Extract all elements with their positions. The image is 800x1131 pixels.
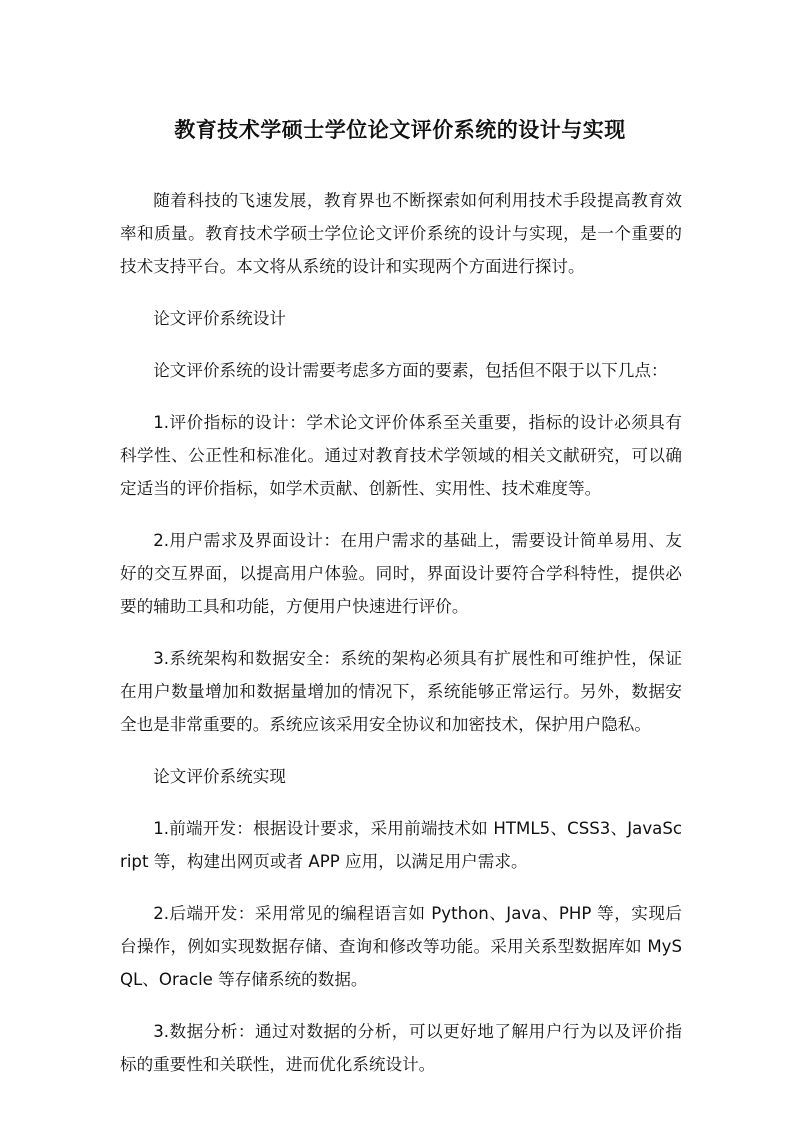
document-body <box>120 184 682 1100</box>
design-point-3: 3.系统架构和数据安全：系统的架构必须具有扩展性和可维护性，保证在用户数量增加和数据量增加的情况下，系统能够正常运行。另外，数据安全也是非常重要的。系统应该采用安全协议和加密技术，保护用户隐私。 <box>120 649 682 734</box>
intro-paragraph: 随着科技的飞速发展，教育界也不断探索如何利用技术手段提高教育效率和质量。教育技术学硕士学位论文评价系统的设计与实现，是一个重要的技术支持平台。本文将从系统的设计和实现两个方面进行探讨。 <box>120 191 682 276</box>
design-point-2: 2.用户需求及界面设计：在用户需求的基础上，需要设计简单易用、友好的交互界面，以提高用户体验。同时，界面设计要符合学科特性，提供必要的辅助工具和功能，方便用户快速进行评价。 <box>120 531 682 616</box>
implementation-point-2: 2.后端开发：采用常见的编程语言如 Python、Java、PHP 等，实现后台操作，例如实现数据存储、查询和修改等功能。采用关系型数据库如 MySQL、Oracle 等存储系统的数据。 <box>120 904 682 989</box>
design-intro-paragraph: 论文评价系统的设计需要考虑多方面的要素，包括但不限于以下几点： <box>153 361 668 380</box>
implementation-point-3: 3.数据分析：通过对数据的分析，可以更好地了解用户行为以及评价指标的重要性和关联性，进而优化系统设计。 <box>120 1022 682 1074</box>
design-point-1: 1.评价指标的设计：学术论文评价体系至关重要，指标的设计必须具有科学性、公正性和标准化。通过对教育技术学领域的相关文献研究，可以确定适当的评价指标，如学术贡献、创新性、实用性、技术难度等。 <box>120 413 682 498</box>
section-heading-implementation: 论文评价系统实现 <box>153 767 286 786</box>
implementation-point-1: 1.前端开发：根据设计要求，采用前端技术如 HTML5、CSS3、JavaScript 等，构建出网页或者 APP 应用，以满足用户需求。 <box>120 819 682 871</box>
section-heading-design: 论文评价系统设计 <box>153 309 286 328</box>
document-title: 教育技术学硕士学位论文评价系统的设计与实现 <box>174 118 626 142</box>
